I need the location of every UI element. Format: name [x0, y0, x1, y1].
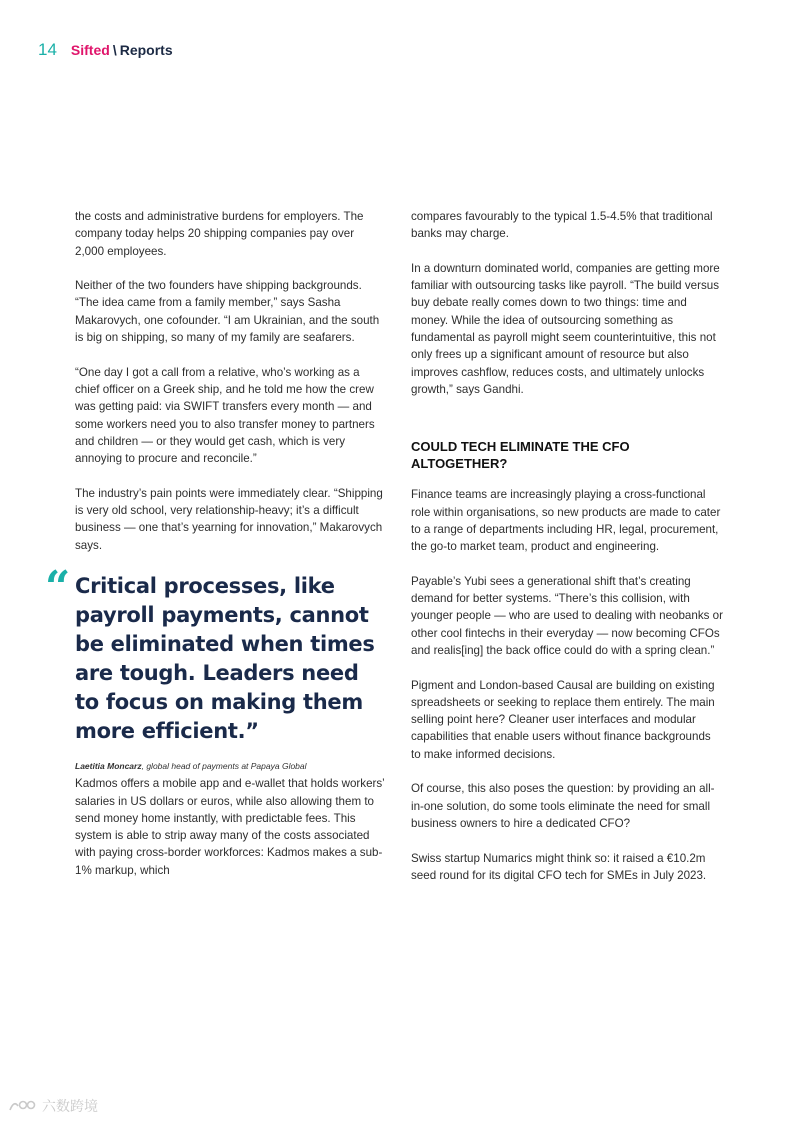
paragraph: “One day I got a call from a relative, who’s working as a chief officer on a Greek ship, and he told me how the crew was getting paid: via SWIFT transfers every month — and some workers need you to also transfer money to partners and children — or they would get cash, which is very annoying to procure and reconcile.”	[75, 365, 375, 466]
pull-quote	[45, 561, 385, 775]
logo-icon	[8, 1098, 38, 1114]
quote-author: Laetitia Moncarz	[75, 760, 142, 771]
left-column	[45, 208, 385, 896]
paragraph: Swiss startup Numarics might think so: it raised a €10.2m seed round for its digital CFO tech for SMEs in July 2023.	[411, 851, 707, 882]
paragraph: The industry’s pain points were immediately clear. “Shipping is very old school, very relationship-heavy; it’s a difficult business — one that’s yearning for innovation,” Makarovych says.	[75, 486, 383, 552]
paragraph: compares favourably to the typical 1.5-4.5% that traditional banks may charge.	[411, 210, 713, 241]
paragraph: Finance teams are increasingly playing a cross-functional role within organisations, so new products are made to cater to a range of departments including HR, legal, procurement, the go-to market team, product and engineering.	[411, 488, 721, 554]
paragraph: Of course, this also poses the question: by providing an all-in-one solution, do some tools eliminate the need for small business owners to hire a dedicated CFO?	[411, 782, 715, 830]
quote-mark-icon: “	[45, 561, 71, 613]
right-column	[411, 208, 723, 901]
watermark-text: 六数跨境	[42, 1098, 98, 1114]
page-header	[38, 40, 173, 60]
paragraph: Kadmos offers a mobile app and e-wallet that holds workers’ salaries in US dollars or euros, while also allowing them to send money home instantly, with predictable fees. This system is able to strip away many of the costs associated with paying cross-border workforces: Kadmos makes a sub-1% markup, which	[75, 777, 385, 877]
brand-separator: \	[112, 42, 117, 58]
watermark	[8, 1096, 98, 1116]
page-number: 14	[38, 40, 57, 59]
paragraph: Payable’s Yubi sees a generational shift that’s creating demand for better systems. “There’s this collision, with younger people — who are used to dealing with neobanks or other cool fintechs in their everyday — now becoming CFOs and realis[ing] the back office could do with a spring clean.”	[411, 574, 723, 657]
quote-attribution	[75, 758, 385, 775]
quote-author-role: , global head of payments at Papaya Global	[141, 760, 307, 771]
paragraph: Pigment and London-based Causal are building on existing spreadsheets or seeking to replace them entirely. The main selling point here? Cleaner user interfaces and modular capabilities that enable users without finance backgrounds to make informed decisions.	[411, 678, 715, 761]
paragraph: In a downturn dominated world, companies are getting more familiar with outsourcing tasks like payroll. “The build versus buy debate really comes down to two things: time and money. While the idea of outsourcing something as fundamental as payroll might seem counterintuitive, this not only frees up a significant amount of resource but also improves cashflow, reduces costs, and ultimately unlocks growth,” says Gandhi.	[411, 261, 720, 396]
section-heading: COULD TECH ELIMINATE THE CFO ALTOGETHER?	[411, 439, 630, 472]
paragraph: Neither of the two founders have shipping backgrounds. “The idea came from a family member,” says Sasha Makarovych, one cofounder. “I am Ukrainian, and the south is big on shipping, so many of my family are seafarers.	[75, 279, 380, 345]
quote-text: Critical processes, like payroll payments, cannot be eliminated when times are tough. Leaders need to focus on making them more efficient.”	[75, 573, 375, 743]
brand-name: Sifted	[70, 42, 110, 58]
section-name: Reports	[119, 42, 173, 58]
paragraph: the costs and administrative burdens for employers. The company today helps 20 shipping companies pay over 2,000 employees.	[75, 210, 364, 258]
